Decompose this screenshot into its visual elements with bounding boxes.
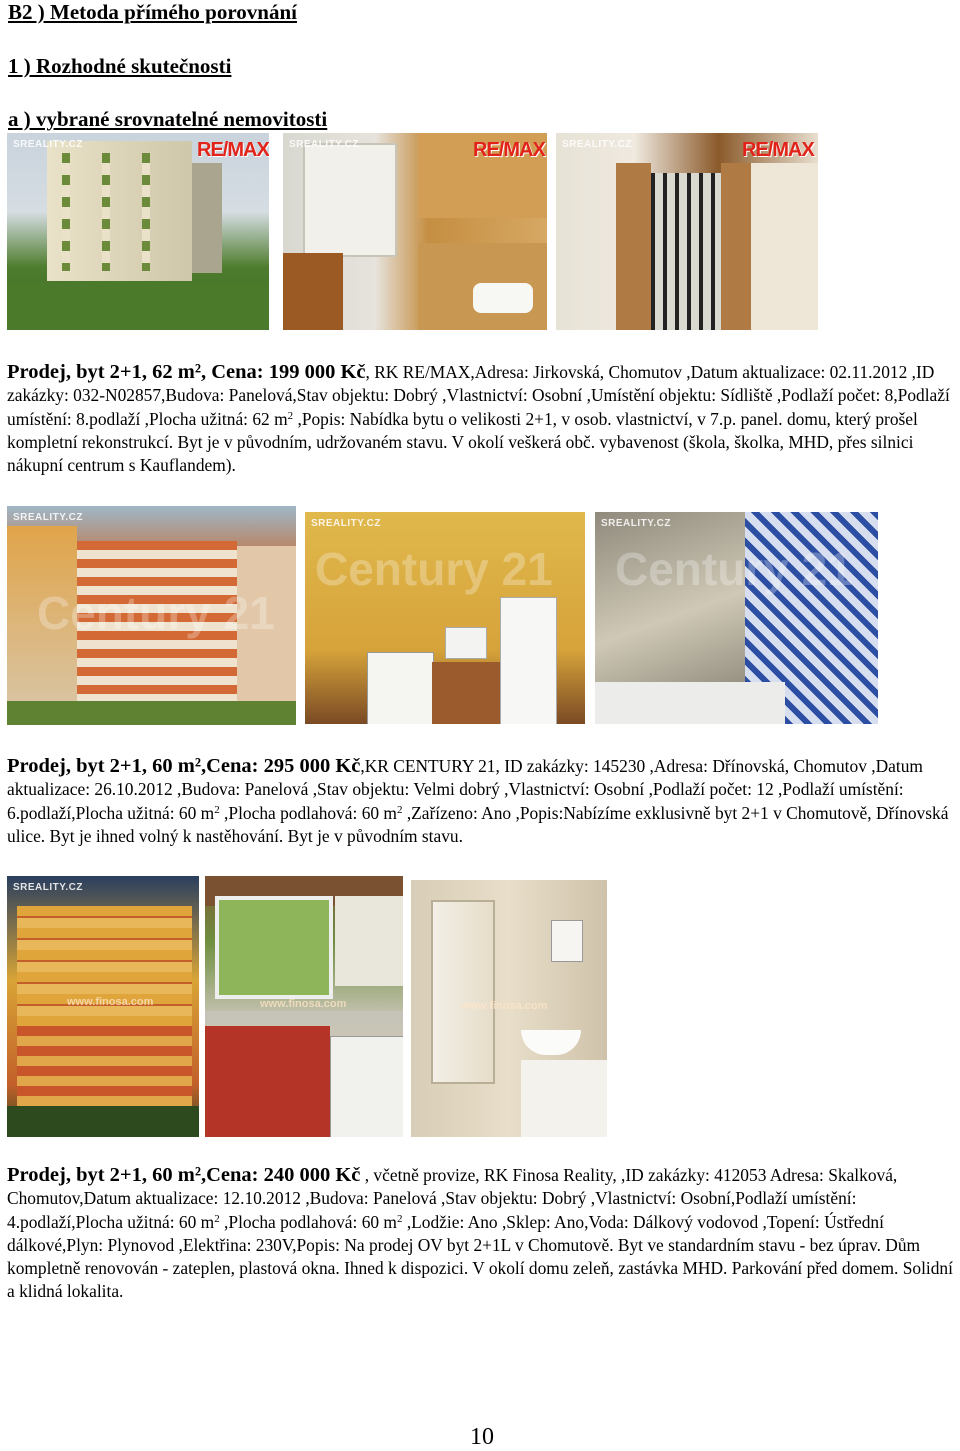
superscript: 2 xyxy=(214,1212,220,1225)
listing-2-description xyxy=(7,755,955,848)
listing-2-details: ,KR CENTURY 21, ID zakázky: 145230 ,Adresa: Dřínovská, Chomutov ,Datum aktualizace: 26.10.2012 ,Budova: Panelová ,Stav objektu: Velmi dobrý ,Vlastnictví: Osobní ,Podlaží počet: 12 ,Podlaží umístění: 6.podlaží,Plocha užitná: 60 m xyxy=(7,756,923,823)
subsection-heading: 1 ) Rozhodné skutečnosti xyxy=(8,54,232,78)
listing-3-title: Prodej, byt 2+1, 60 m²,Cena: 240 000 Kč xyxy=(7,1164,361,1186)
superscript: 2 xyxy=(396,1212,403,1225)
listing-3-photo-bathroom xyxy=(411,880,607,1137)
listing-2-title: Prodej, byt 2+1, 60 m²,Cena: 295 000 Kč xyxy=(7,755,361,777)
item-heading: a ) vybrané srovnatelné nemovitosti xyxy=(8,107,328,131)
century21-watermark: Century 21 xyxy=(37,587,275,639)
listing-3-description xyxy=(7,1164,955,1304)
remax-logo: RE/MAX xyxy=(197,139,269,161)
listing-2-photo-kitchen xyxy=(305,512,585,724)
listing-1-details: , RK RE/MAX,Adresa: Jirkovská, Chomutov ,Datum aktualizace: 02.11.2012 ,ID zakázky: 032-N02857,Budova: Panelová,Stav objektu: Dobrý ,Vlastnictví: Osobní ,Umístění objektu: Sídliště ,Podlaží počet: 8,Podlaží umístění: 8.podlaží ,Plocha užitná: 62 m xyxy=(7,362,950,429)
superscript: 2 xyxy=(287,409,294,422)
sreality-watermark: SREALITY.CZ xyxy=(289,139,359,150)
listing-2-details-cont: ,Zařízeno: Ano ,Popis:Nabízíme exklusivně byt 2+1 v Chomutově, Dřínovská ulice. Byt je ihned volný k nastěhování. Byt je v původním stavu. xyxy=(7,802,949,846)
sreality-watermark: SREALITY.CZ xyxy=(562,139,632,150)
century21-watermark: Century 21 xyxy=(615,543,853,595)
listing-2-photo-bathroom xyxy=(595,512,878,724)
sreality-watermark: SREALITY.CZ xyxy=(311,518,381,529)
listing-3-photo-kitchen xyxy=(205,876,403,1137)
finosa-watermark: www.finosa.com xyxy=(260,998,347,1010)
listing-3-details: , včetně provize, RK Finosa Reality, ,ID zakázky: 412053 Adresa: Skalková, Chomutov,Datum aktualizace: 12.10.2012 ,Budova: Panelová ,Stav objektu: Dobrý ,Vlastnictví: Osobní,Podlaží umístění: 4.podlaží,Plocha užitná: 60 m xyxy=(7,1165,898,1232)
sreality-watermark: SREALITY.CZ xyxy=(13,882,83,893)
sreality-watermark: SREALITY.CZ xyxy=(601,518,671,529)
listing-2-photo-building xyxy=(7,506,296,725)
remax-logo: RE/MAX xyxy=(473,139,545,161)
finosa-watermark: www.finosa.com xyxy=(461,1000,548,1012)
listing-1-details-cont: ,Popis: Nabídka bytu o velikosti 2+1, v osob. vlastnictví, v 7.p. panel. domu, který prošel kompletní rekonstrukcí. Byt je v původním, udržovaném stavu. V okolí veškerá obč. vybavenost (škola, školka, MHD, přes silnici nákupní centrum s Kauflandem). xyxy=(7,408,918,476)
listing-1-photo-building xyxy=(7,133,269,330)
listing-3-details-mid: ,Plocha podlahová: 60 m xyxy=(219,1211,397,1232)
superscript: 2 xyxy=(214,803,220,816)
remax-logo: RE/MAX xyxy=(742,139,814,161)
listing-1-description xyxy=(7,361,955,477)
section-heading: B2 ) Metoda přímého porovnání xyxy=(8,0,297,24)
finosa-watermark: www.finosa.com xyxy=(67,996,154,1008)
sreality-watermark: SREALITY.CZ xyxy=(13,139,83,150)
listing-3-details-cont: ,Lodžie: Ano ,Sklep: Ano,Voda: Dálkový vodovod ,Topení: Ústřední dálkové,Plyn: Plynovod ,Elektřina: 230V,Popis: Na prodej OV byt 2+1L v Chomutově. Byt ve standardním stavu - bez úprav. Dům kompletně renovován - zateplen, plastová okna. Ihned k dispozici. V okolí domu zeleň, zastávka MHD. Parkování před domem. Solidní a klidná lokalita. xyxy=(7,1211,953,1302)
listing-2-details-mid: ,Plocha podlahová: 60 m xyxy=(219,802,397,823)
century21-watermark: Century 21 xyxy=(315,543,553,595)
listing-1-photo-kitchen xyxy=(283,133,547,330)
superscript: 2 xyxy=(396,803,403,816)
listing-1-photo-hallway xyxy=(556,133,818,330)
listing-3-photo-building xyxy=(7,876,199,1137)
sreality-watermark: SREALITY.CZ xyxy=(13,512,83,523)
page-number: 10 xyxy=(470,1424,494,1450)
listing-1-title: Prodej, byt 2+1, 62 m², Cena: 199 000 Kč xyxy=(7,361,366,383)
